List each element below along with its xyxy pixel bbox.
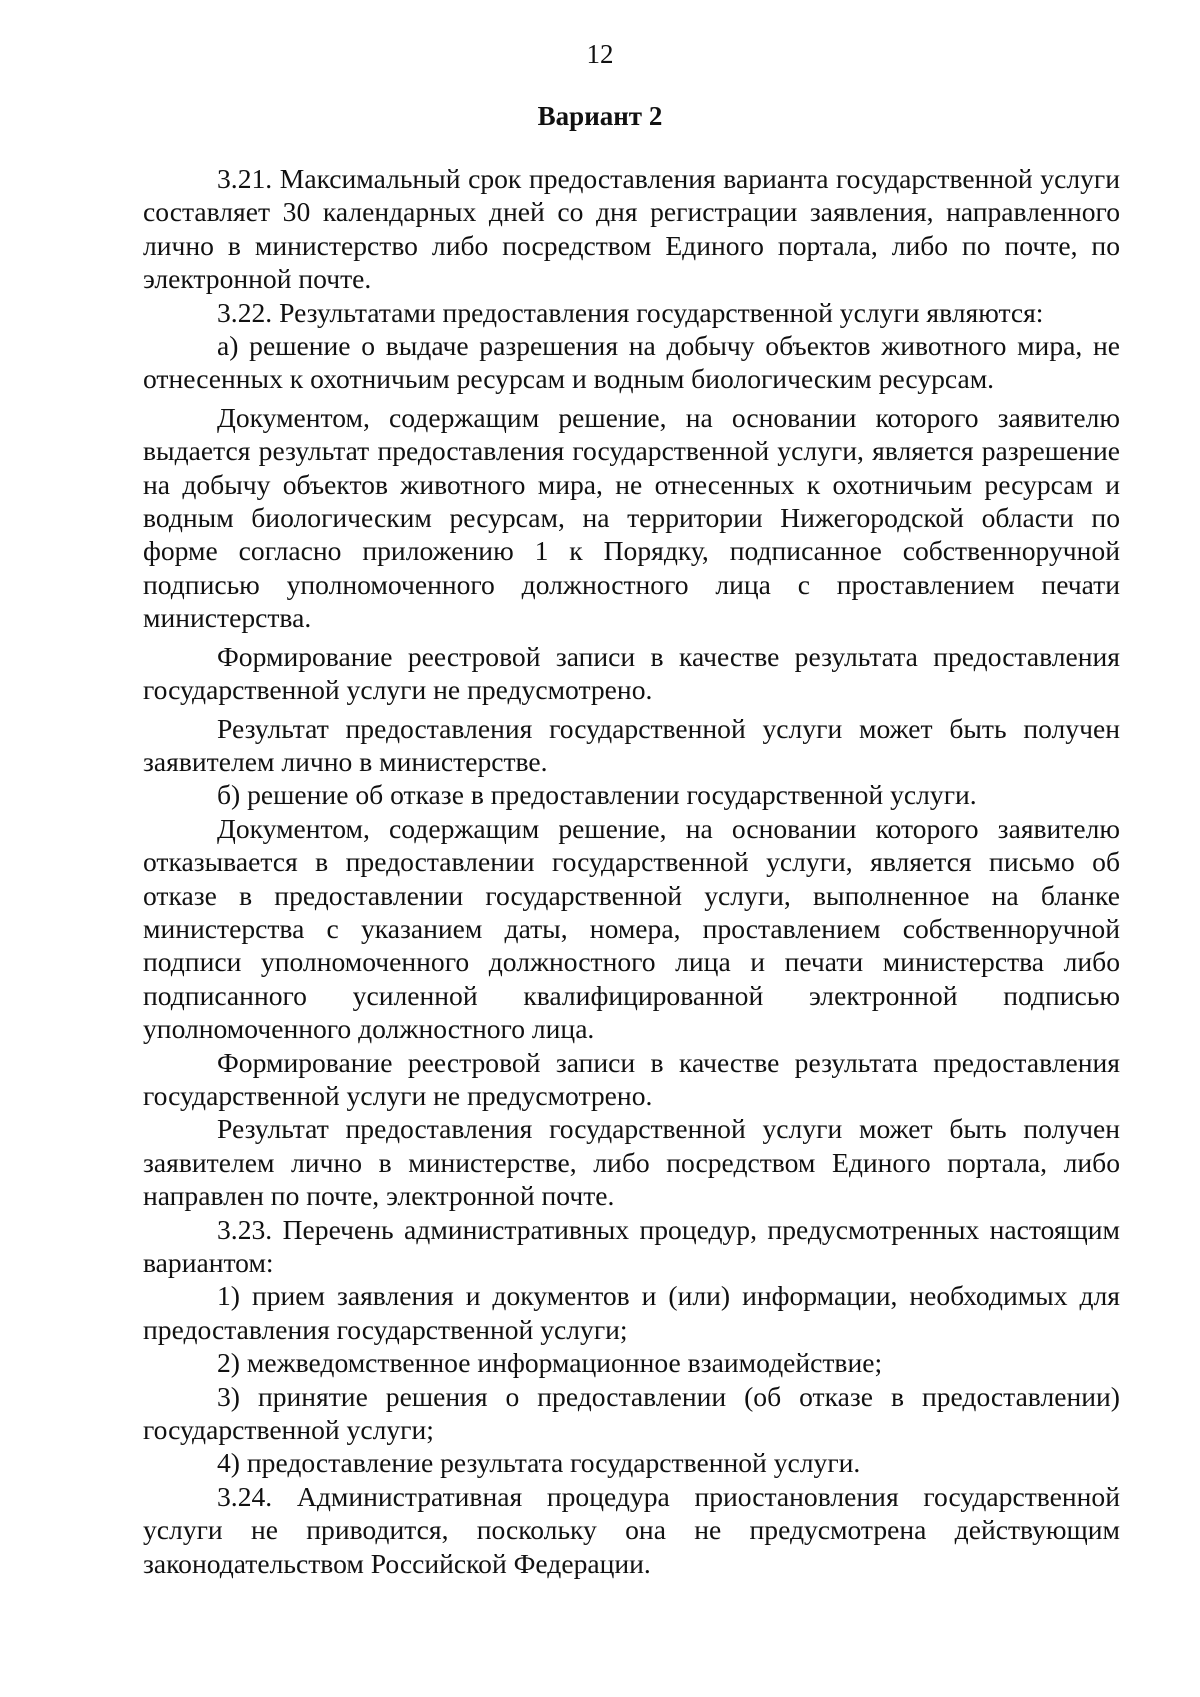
paragraph-document-refusal: Документом, содержащим решение, на основании которого заявителю отказывается в предоставлении государственной услуги, является письмо об отказе в предоставлении государственной услуги, выполненное на бланке министерства с указанием даты, номера, проставлением собственноручной подписи уполномоченного должностного лица и печати министерства либо подписанного усиленной квалифицированной электронной подписью уполномоченного должностного лица. — [143, 812, 1120, 1045]
paragraph-3-21: 3.21. Максимальный срок предоставления варианта государственной услуги составляет 30 календарных дней со дня регистрации заявления, направленного лично в министерство либо посредством Единого портала, либо по почте, по электронной почте. — [143, 163, 1120, 295]
paragraph-3-23: 3.23. Перечень административных процедур, предусмотренных настоящим вариантом: — [143, 1213, 1120, 1278]
list-item-2: 2) межведомственное информационное взаимодействие; — [217, 1347, 883, 1379]
list-item-3: 3) принятие решения о предоставлении (об отказе в предоставлении) государственной услуги; — [143, 1380, 1120, 1446]
paragraph-registry-record-b: Формирование реестровой записи в качестве результата предоставления государственной услуги не предусмотрено. — [143, 1046, 1120, 1111]
paragraph-result-a: а) решение о выдаче разрешения на добычу объектов животного мира, не отнесенных к охотничьим ресурсам и водным биологическим ресурсам. — [143, 330, 1120, 395]
section-heading: Вариант 2 — [537, 101, 663, 131]
paragraph-registry-record-a: Формирование реестровой записи в качестве результата предоставления государственной услуги не предусмотрено. — [143, 640, 1120, 706]
paragraph-3-22: 3.22. Результатами предоставления государственной услуги являются: — [217, 296, 1044, 328]
document-body — [143, 162, 1120, 1580]
list-item-4: 4) предоставление результата государственной услуги. — [217, 1447, 861, 1479]
paragraph-result-receipt-a: Результат предоставления государственной услуги может быть получен заявителем лично в министерстве. — [143, 712, 1120, 777]
paragraph-document-permit: Документом, содержащим решение, на основании которого заявителю выдается результат предоставления государственной услуги, является разрешение на добычу объектов животного мира, не отнесенных к охотничьим ресурсам и водным биологическим ресурсам, на территории Нижегородской области по форме согласно приложению 1 к Порядку, подписанное собственноручной подписью уполномоченного должностного лица с проставлением печати министерства. — [143, 401, 1120, 634]
page-number: 12 — [586, 39, 614, 69]
paragraph-3-24: 3.24. Административная процедура приостановления государственной услуги не приводится, поскольку она не предусмотрена действующим законодательством Российской Федерации. — [143, 1480, 1120, 1579]
paragraph-result-receipt-b: Результат предоставления государственной услуги может быть получен заявителем лично в министерстве, либо посредством Единого портала, либо направлен по почте, электронной почте. — [143, 1113, 1120, 1212]
paragraph-result-b: б) решение об отказе в предоставлении государственной услуги. — [217, 779, 977, 811]
list-item-1: 1) прием заявления и документов и (или) информации, необходимых для предоставления государственной услуги; — [143, 1280, 1120, 1345]
